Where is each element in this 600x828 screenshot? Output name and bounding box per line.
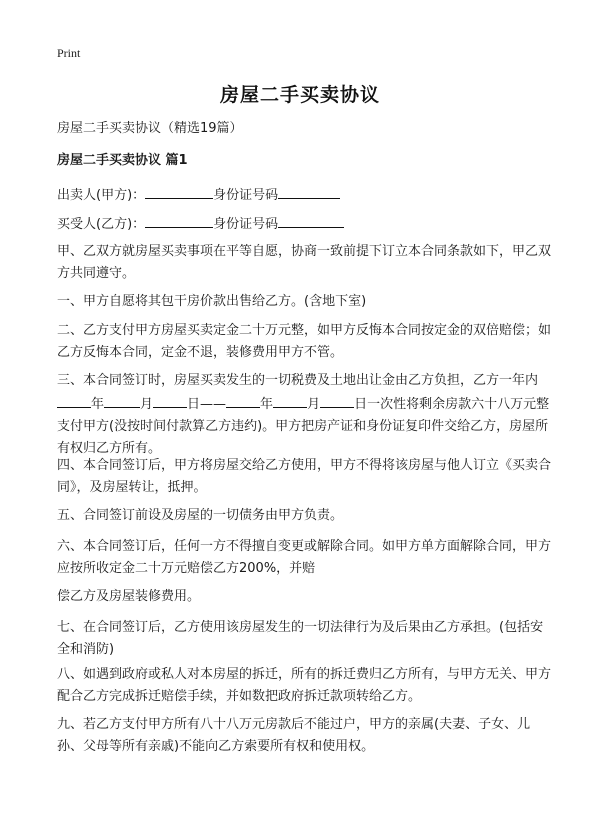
seller-name-blank xyxy=(145,183,213,199)
clause-4: 四、本合同签订后，甲方将房屋交给乙方使用，甲方不得将该房屋与他人订立《买卖合同》，及房屋转让，抵押。 xyxy=(57,458,552,495)
seller-id-label: 身份证号码 xyxy=(213,188,279,203)
year-label-2: 年 xyxy=(260,397,274,412)
clause-2: 二、乙方支付甲方房屋买卖定金二十万元整，如甲方反悔本合同按定金的双倍赔偿；如乙方反悔本合同，定金不退，装修费用甲方不管。 xyxy=(57,323,552,360)
month-label-2: 月 xyxy=(307,397,321,412)
buyer-id-blank xyxy=(278,212,344,228)
clause-5: 五、合同签订前设及房屋的一切债务由甲方负责。 xyxy=(57,508,344,523)
blank-6 xyxy=(320,392,354,408)
blank-2 xyxy=(104,392,140,408)
section-heading: 房屋二手买卖协议 篇1 xyxy=(57,153,188,168)
clause-7: 七、在合同签订后，乙方使用该房屋发生的一切法律行为及后果由乙方承担。(包括安全和消防) xyxy=(57,620,544,657)
buyer-id-label: 身份证号码 xyxy=(213,217,279,232)
blank-5 xyxy=(273,392,307,408)
year-label: 年 xyxy=(91,397,105,412)
buyer-name-blank xyxy=(145,212,213,228)
clause-3 xyxy=(57,370,552,460)
seller-label: 出卖人(甲方)： xyxy=(57,188,146,203)
intro-paragraph: 甲、乙双方就房屋买卖事项在平等自愿，协商一致前提下订立本合同条款如下，甲乙双方共同遵守。 xyxy=(57,244,552,281)
dash-separator: —— xyxy=(200,397,227,412)
seller-id-blank xyxy=(278,183,340,199)
document-subtitle: 房屋二手买卖协议（精选19篇） xyxy=(57,121,243,136)
blank-4 xyxy=(226,392,260,408)
clause-6-continued: 偿乙方及房屋装修费用。 xyxy=(57,589,201,604)
blank-1 xyxy=(57,392,91,408)
seller-line xyxy=(57,183,552,207)
buyer-label: 买受人(乙方)： xyxy=(57,217,146,232)
clause-6: 六、本合同签订后，任何一方不得擅自变更或解除合同。如甲方单方面解除合同，甲方应按所收定金二十万元赔偿乙方200%，并赔 xyxy=(57,539,552,576)
clause-9: 九、若乙方支付甲方所有八十八万元房款后不能过户，甲方的亲属(夫妻、子女、儿孙、父母等所有亲戚)不能向乙方索要所有权和使用权。 xyxy=(57,717,531,754)
clause-1: 一、甲方自愿将其包干房价款出售给乙方。(含地下室) xyxy=(57,294,367,309)
blank-3 xyxy=(153,392,187,408)
clause-8: 八、如遇到政府或私人对本房屋的拆迁，所有的拆迁费归乙方所有，与甲方无关、甲方配合乙方完成拆迁赔偿手续，并如数把政府拆迁款项转给乙方。 xyxy=(57,667,552,704)
print-link[interactable]: Print xyxy=(57,46,81,60)
month-label: 月 xyxy=(140,397,154,412)
page-title: 房屋二手买卖协议 xyxy=(219,84,380,106)
clause-3-part1: 三、本合同签订时，房屋买卖发生的一切税费及土地出让金由乙方负担，乙方一年内 xyxy=(57,373,539,388)
day-label: 日 xyxy=(187,397,201,412)
clause-3-part2: 日一次性将剩余房款六十八万元整支付甲方(没按时间付款算乙方违约)。甲方把房产证和身份证复印件交给乙方，房屋所有权归乙方所有。 xyxy=(57,397,550,456)
buyer-line xyxy=(57,212,552,236)
